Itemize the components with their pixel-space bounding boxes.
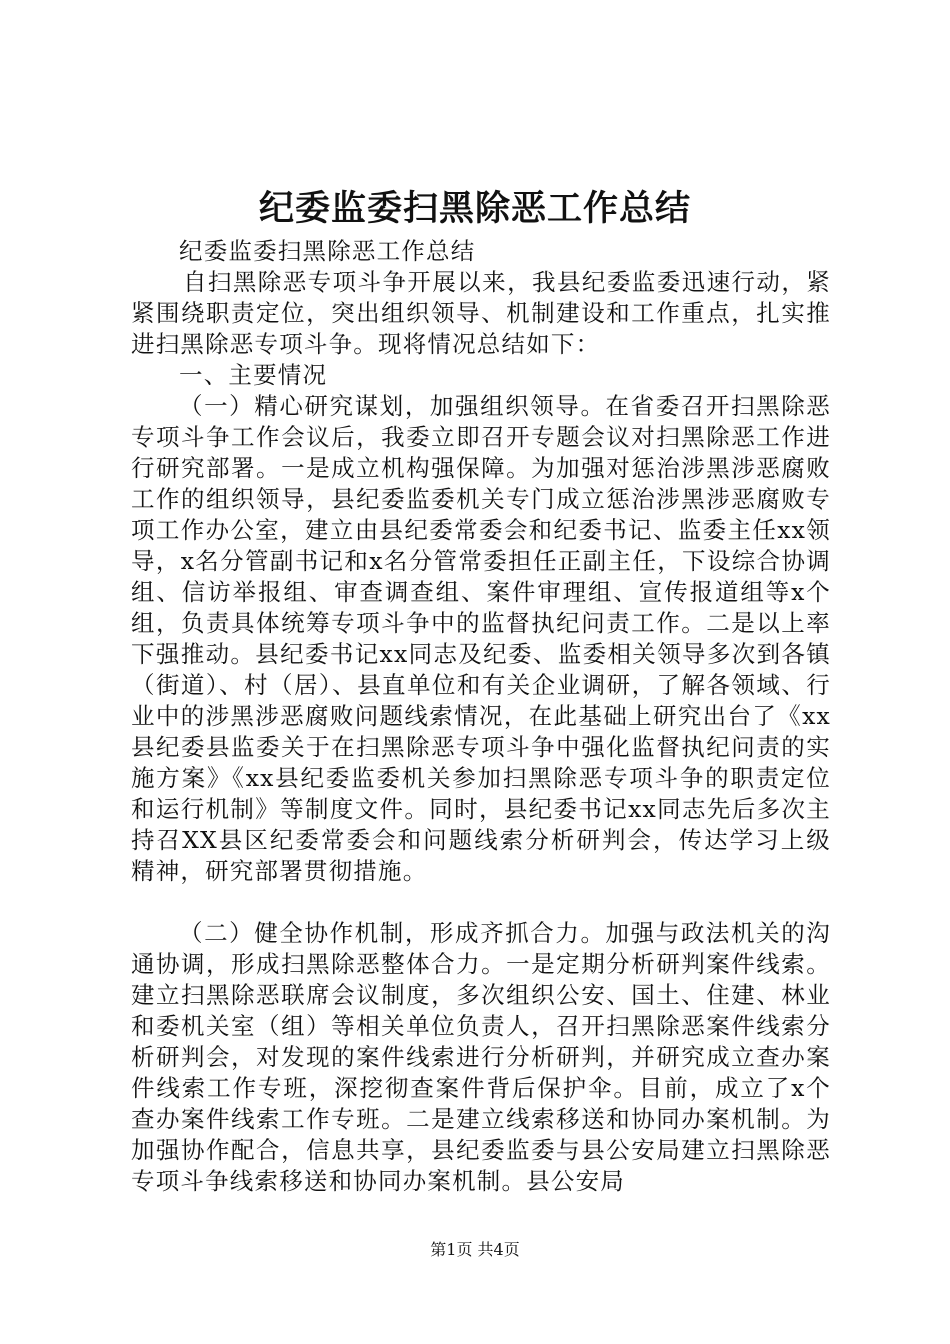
document-body bbox=[131, 236, 831, 1197]
document-title: 纪委监委扫黑除恶工作总结 bbox=[258, 188, 691, 229]
section-heading: 一、主要情况 bbox=[179, 361, 328, 389]
page-footer: 第1页 共4页 bbox=[430, 1240, 520, 1259]
intro-paragraph: 自扫黑除恶专项斗争开展以来，我县纪委监委迅速行动，紧紧围绕职责定位，突出组织领导、机制建设和工作重点，扎实推进扫黑除恶专项斗争。现将情况总结如下： bbox=[131, 268, 831, 358]
paragraph-organization: （一）精心研究谋划，加强组织领导。在省委召开扫黑除恶专项斗争工作会议后，我委立即召开专题会议对扫黑除恶工作进行研究部署。一是成立机构强保障。为加强对惩治涉黑涉恶腐败工作的组织领导，县纪委监委机关专门成立惩治涉黑涉恶腐败专项工作办公室，建立由县纪委常委会和纪委书记、监委主任xx领导，x名分管副书记和x名分管常委担任正副主任，下设综合协调组、信访举报组、审查调查组、案件审理组、宣传报道组等x个组，负责具体统筹专项斗争中的监督执纪问责工作。二是以上率下强推动。县纪委书记xx同志及纪委、监委相关领导多次到各镇（街道）、村（居）、县直单位和有关企业调研，了解各领域、行业中的涉黑涉恶腐败问题线索情况，在此基础上研究出台了《xx县纪委县监委关于在扫黑除恶专项斗争中强化监督执纪问责的实施方案》《xx县纪委监委机关参加扫黑除恶专项斗争的职责定位和运行机制》等制度文件。同时，县纪委书记xx同志先后多次主持召XX县区纪委常委会和问题线索分析研判会，传达学习上级精神，研究部署贯彻措施。 bbox=[131, 392, 831, 885]
document-subtitle: 纪委监委扫黑除恶工作总结 bbox=[179, 237, 476, 265]
paragraph-coordination: （二）健全协作机制，形成齐抓合力。加强与政法机关的沟通协调，形成扫黑除恶整体合力。一是定期分析研判案件线索。建立扫黑除恶联席会议制度，多次组织公安、国土、住建、林业和委机关室（组）等相关单位负责人，召开扫黑除恶案件线索分析研判会，对发现的案件线索进行分析研判，并研究成立查办案件线索工作专班，深挖彻查案件背后保护伞。目前，成立了x个查办案件线索工作专班。二是建立线索移送和协同办案机制。为加强协作配合，信息共享，县纪委监委与县公安局建立扫黑除恶专项斗争线索移送和协同办案机制。县公安局 bbox=[131, 919, 831, 1195]
paragraph-spacer bbox=[131, 887, 831, 918]
